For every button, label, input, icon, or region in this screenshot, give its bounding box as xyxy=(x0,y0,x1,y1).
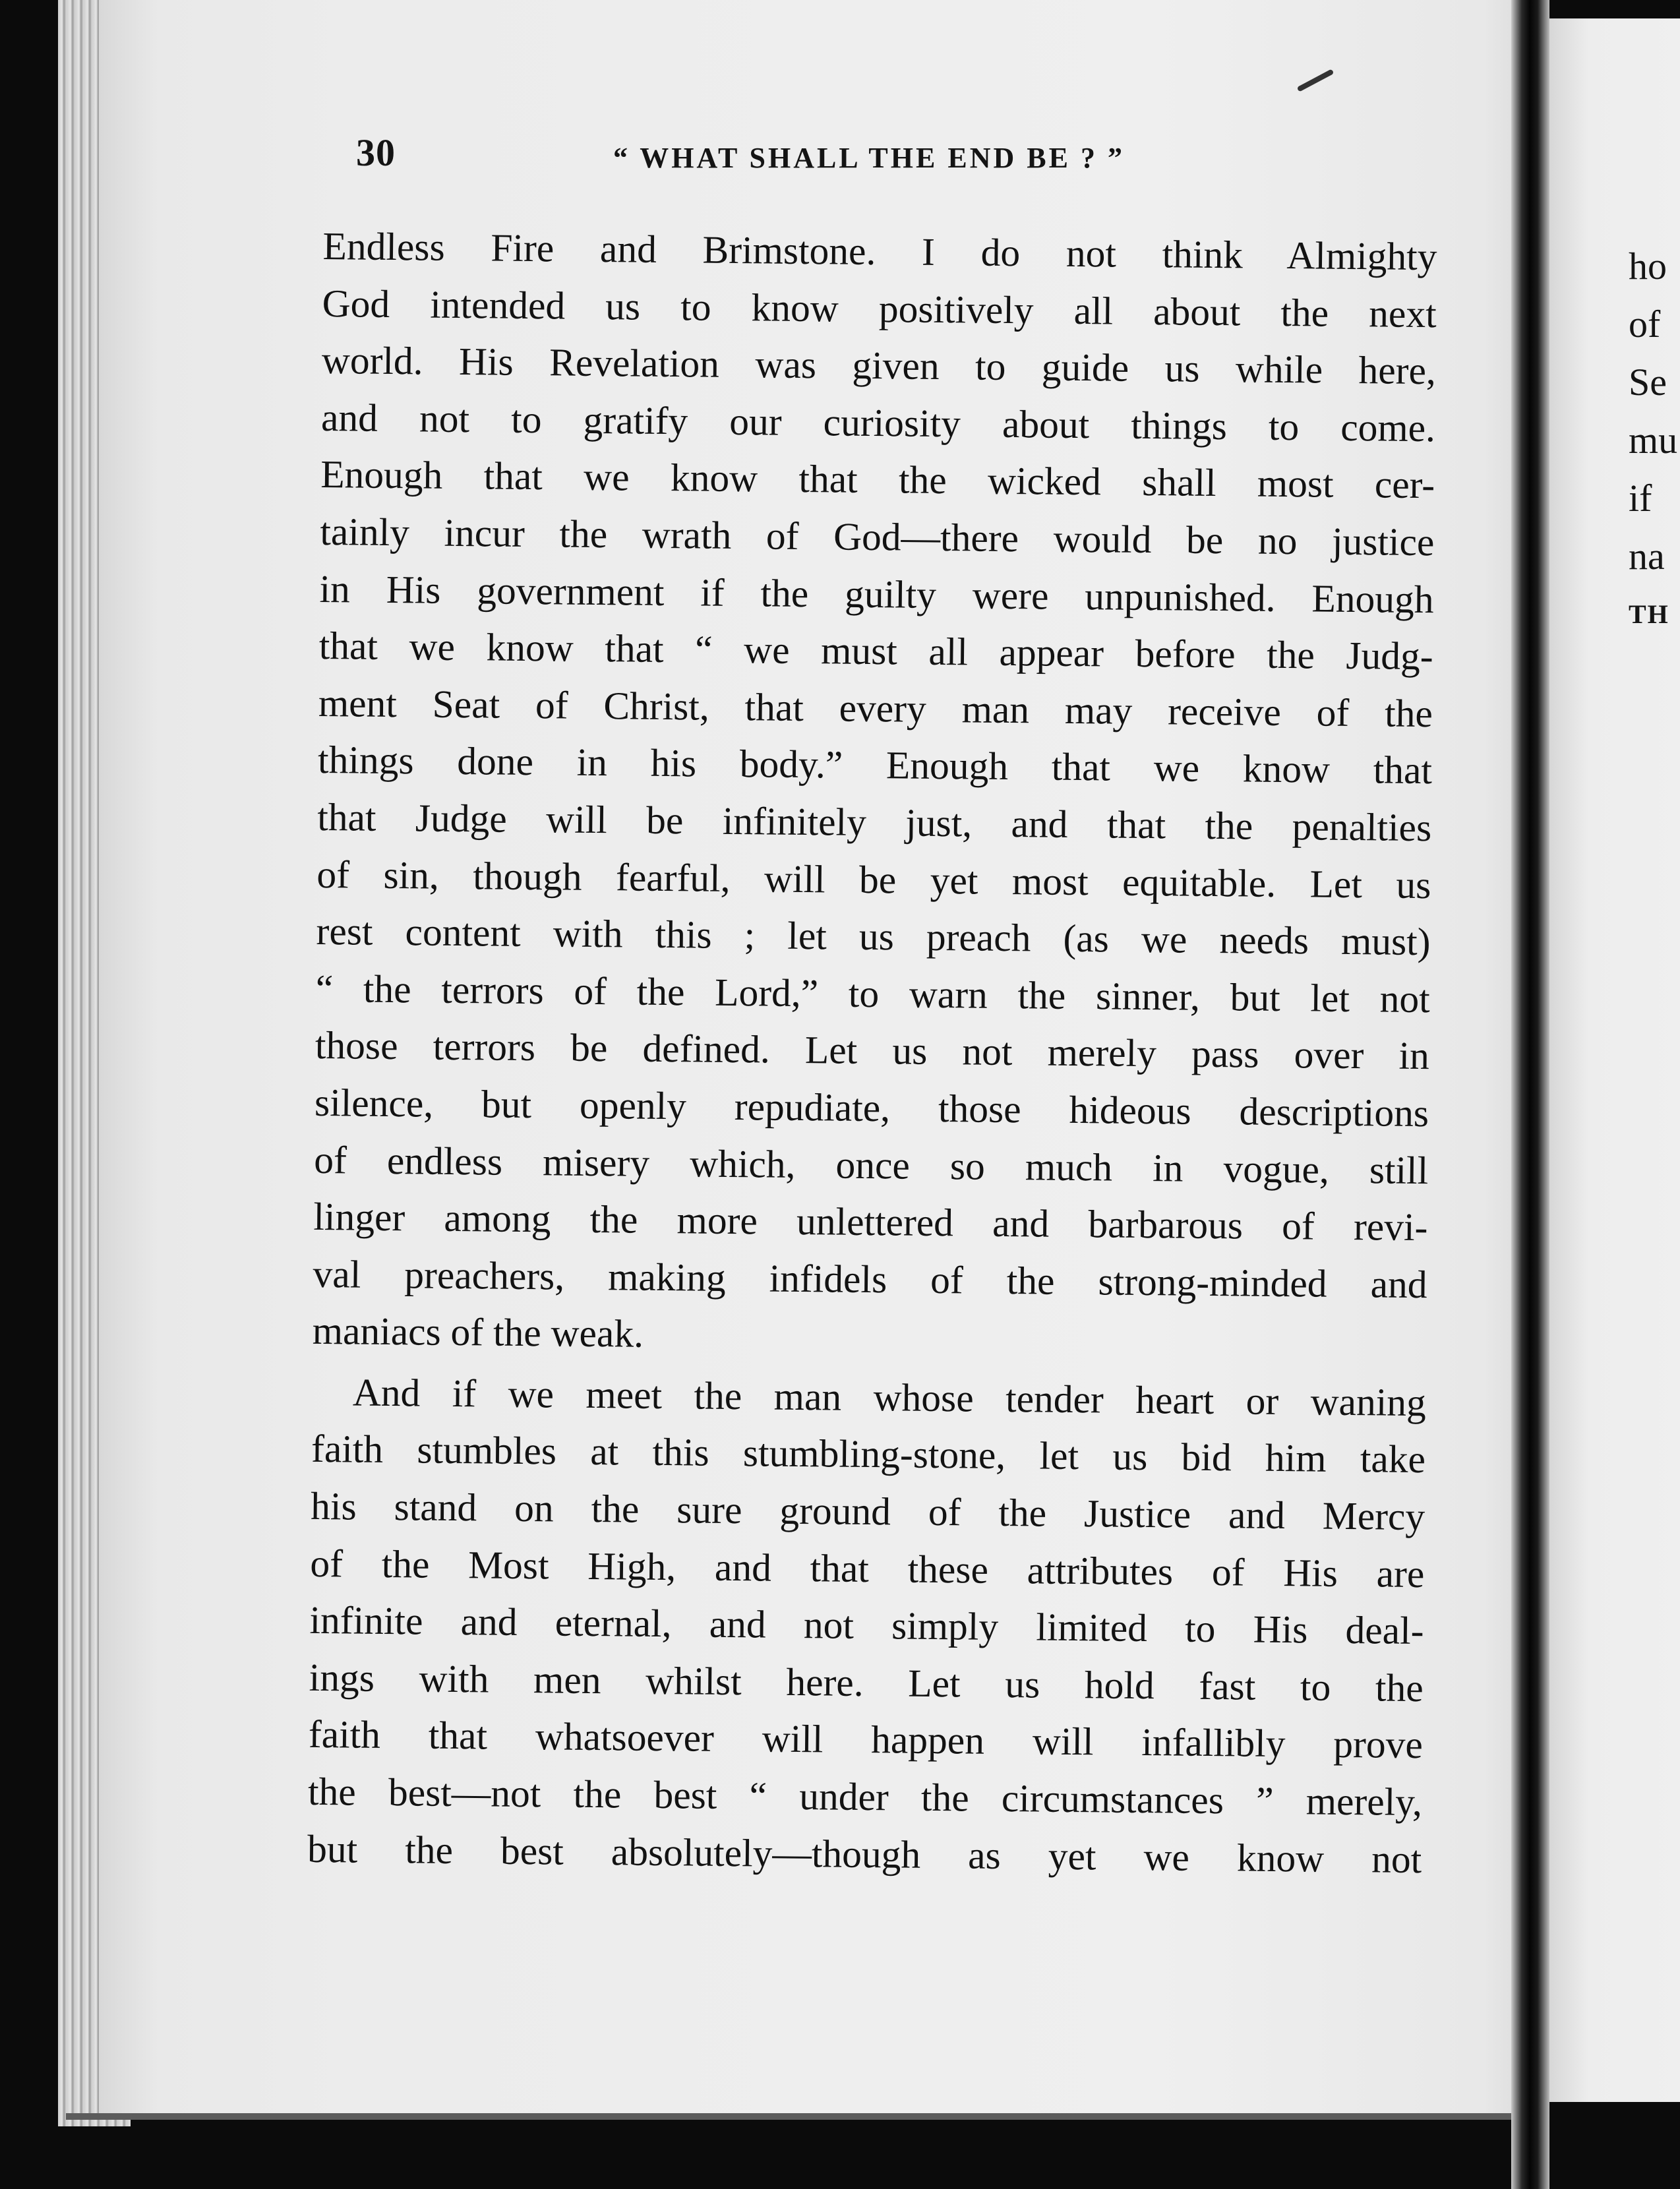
body-text xyxy=(307,218,1437,1888)
text-line: and not to gratify our curiosity about things to come. xyxy=(320,395,1436,450)
facing-fragment: na xyxy=(1629,535,1665,578)
running-head xyxy=(0,131,1680,183)
text-line: the best—not the best “ under the circumstances ” merely, xyxy=(307,1769,1423,1824)
text-line: world. His Revelation was given to guide us while here, xyxy=(321,338,1437,393)
text-line: of endless misery which, once so much in vogue, still xyxy=(313,1137,1429,1192)
text-line: silence, but openly repudiate, those hideous descriptions xyxy=(314,1080,1429,1135)
text-line: maniacs of the weak. xyxy=(312,1309,644,1356)
facing-fragment: ho xyxy=(1629,245,1667,287)
text-line: Enough that we know that the wicked shall most cer- xyxy=(320,452,1435,507)
text-line: things done in his body.” Enough that we know that xyxy=(317,738,1433,793)
text-line: God intended us to know positively all about the next xyxy=(322,281,1437,336)
text-line: his stand on the sure ground of the Justice and Mercy xyxy=(310,1484,1425,1539)
text-line: faith that whatsoever will happen will infallibly prove xyxy=(308,1712,1424,1767)
text-line: in His government if the guilty were unpunished. Enough xyxy=(319,566,1434,621)
facing-fragment: mu xyxy=(1629,419,1678,462)
text-line: but the best absolutely—though as yet we know not xyxy=(307,1826,1422,1881)
text-line: “ the terrors of the Lord,” to warn the sinner, but let not xyxy=(315,966,1431,1021)
text-line: of the Most High, and that these attributes of His are xyxy=(310,1541,1425,1596)
book-gutter xyxy=(1511,0,1549,2189)
text-line: infinite and eternal, and not simply limited to His deal- xyxy=(309,1598,1424,1653)
facing-fragment: Se xyxy=(1629,361,1667,404)
text-line: tainly incur the wrath of God—there would be no justice xyxy=(320,509,1435,564)
text-line: rest content with this ; let us preach (as we needs must) xyxy=(316,909,1431,964)
text-line: And if we meet the man whose tender heart or waning xyxy=(352,1370,1427,1425)
text-line: those terrors be defined. Let us not merely pass over in xyxy=(315,1023,1430,1078)
text-line: of sin, though fearful, will be yet most equitable. Let us xyxy=(316,852,1431,907)
text-line: that we know that “ we must all appear before the Judg- xyxy=(318,624,1434,678)
text-line: ment Seat of Christ, that every man may receive of the xyxy=(318,680,1433,735)
facing-fragment: of xyxy=(1629,303,1661,345)
page-number: 30 xyxy=(356,131,396,174)
text-line: that Judge will be infinitely just, and that the penalties xyxy=(316,795,1432,850)
text-line: val preachers, making infidels of the strong-minded and xyxy=(313,1251,1427,1306)
page-bottom-edge xyxy=(66,2113,1516,2120)
running-title: “ WHAT SHALL THE END BE ? ” xyxy=(613,142,1125,174)
facing-page-text xyxy=(1629,237,1680,644)
facing-fragment: TH xyxy=(1629,599,1669,629)
text-line: ings with men whilst here. Let us hold fast to the xyxy=(309,1655,1424,1710)
text-line: linger among the more unlettered and barbarous of revi- xyxy=(313,1195,1428,1249)
text-line: faith stumbles at this stumbling-stone, let us bid him take xyxy=(311,1427,1426,1482)
text-line: Endless Fire and Brimstone. I do not think Almighty xyxy=(322,224,1437,279)
facing-fragment: if xyxy=(1629,477,1652,520)
